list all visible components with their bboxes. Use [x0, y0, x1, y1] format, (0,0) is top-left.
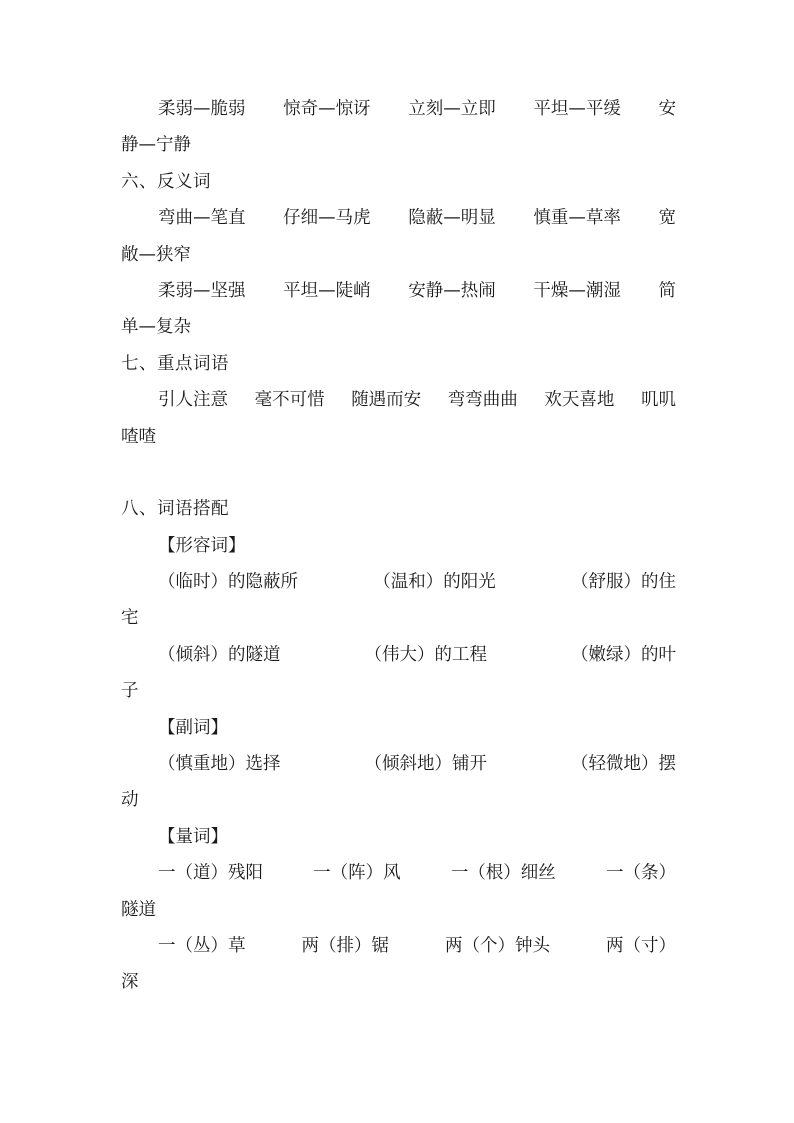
- collocation: 两（排）锯: [301, 935, 389, 956]
- collocation-row: [121, 746, 676, 782]
- key-word: 叽叽: [640, 390, 676, 411]
- word-pair: 宽: [658, 208, 676, 229]
- collocation: 两（寸）: [606, 935, 676, 956]
- blank-line: [121, 455, 676, 491]
- collocation: （倾斜）的隧道: [158, 644, 281, 665]
- collocation: （轻微地）摆: [571, 754, 676, 775]
- collocation: 一（丛）草: [158, 935, 246, 956]
- collocation: （临时）的隐蔽所: [158, 572, 298, 593]
- word-pair: 柔弱—脆弱: [158, 99, 246, 119]
- key-word: 毫不可惜: [254, 390, 325, 411]
- collocation-row-continuation: 子: [121, 681, 139, 702]
- word-pair: 安静—热闹: [408, 280, 496, 301]
- collocation-row: [121, 564, 676, 600]
- collocation: 一（道）残阳: [158, 863, 263, 884]
- key-words-row-continuation: 喳喳: [121, 426, 156, 447]
- collocation: （慎重地）选择: [158, 754, 281, 775]
- collocation-row-continuation: 隧道: [121, 899, 156, 920]
- collocation: （倾斜地）铺开: [364, 754, 487, 775]
- collocation: （舒服）的住: [571, 572, 676, 593]
- key-word: 引人注意: [158, 390, 228, 411]
- collocation-row: [121, 928, 676, 964]
- collocation: 一（根）细丝: [450, 863, 556, 884]
- key-word: 欢天喜地: [544, 390, 615, 411]
- word-pair: 安: [658, 99, 676, 119]
- collocation-row: [121, 637, 676, 673]
- word-pair: 仔细—马虎: [283, 208, 371, 229]
- word-pair: 柔弱—坚强: [158, 280, 246, 301]
- subheading-adjectives: 【形容词】: [158, 535, 246, 556]
- subheading-measure-words: 【量词】: [158, 826, 228, 847]
- word-pair: 弯曲—笔直: [158, 208, 246, 229]
- section-heading-collocations: 八、词语搭配: [121, 499, 229, 520]
- key-words-row: [121, 382, 676, 418]
- collocation: 两（个）钟头: [445, 935, 550, 956]
- word-pair: 平坦—平缓: [533, 99, 621, 119]
- word-pair: 隐蔽—明显: [408, 208, 496, 229]
- key-word: 弯弯曲曲: [447, 390, 518, 411]
- antonym-row: [121, 200, 676, 236]
- word-pair: 简: [658, 280, 676, 301]
- subheading-adverbs: 【副词】: [158, 717, 228, 738]
- collocation-row-continuation: 宅: [121, 608, 139, 629]
- collocation: （嫩绿）的叶: [571, 644, 676, 665]
- antonym-row: [121, 273, 676, 309]
- collocation-row-continuation: 动: [121, 790, 139, 811]
- collocation: （伟大）的工程: [364, 644, 487, 665]
- collocation-row-continuation: 深: [121, 972, 139, 993]
- document-page: [121, 91, 676, 1001]
- antonym-row-continuation: 敞—狭窄: [121, 244, 191, 265]
- word-pair: 慎重—草率: [533, 208, 621, 229]
- collocation: 一（阵）风: [313, 863, 401, 884]
- synonym-row-continuation: 静—宁静: [121, 135, 191, 156]
- collocation-row: [121, 855, 676, 891]
- synonym-row: [121, 91, 676, 127]
- antonym-row-continuation: 单—复杂: [121, 317, 191, 338]
- word-pair: 立刻—立即: [408, 99, 496, 119]
- collocation: （温和）的阳光: [373, 572, 496, 593]
- word-pair: 平坦—陡峭: [283, 280, 371, 301]
- section-heading-key-words: 七、重点词语: [121, 353, 229, 374]
- word-pair: 干燥—潮湿: [533, 280, 621, 301]
- section-heading-antonyms: 六、反义词: [121, 171, 211, 192]
- collocation: 一（条）: [605, 863, 676, 884]
- key-word: 随遇而安: [351, 390, 422, 411]
- word-pair: 惊奇—惊讶: [283, 99, 371, 119]
